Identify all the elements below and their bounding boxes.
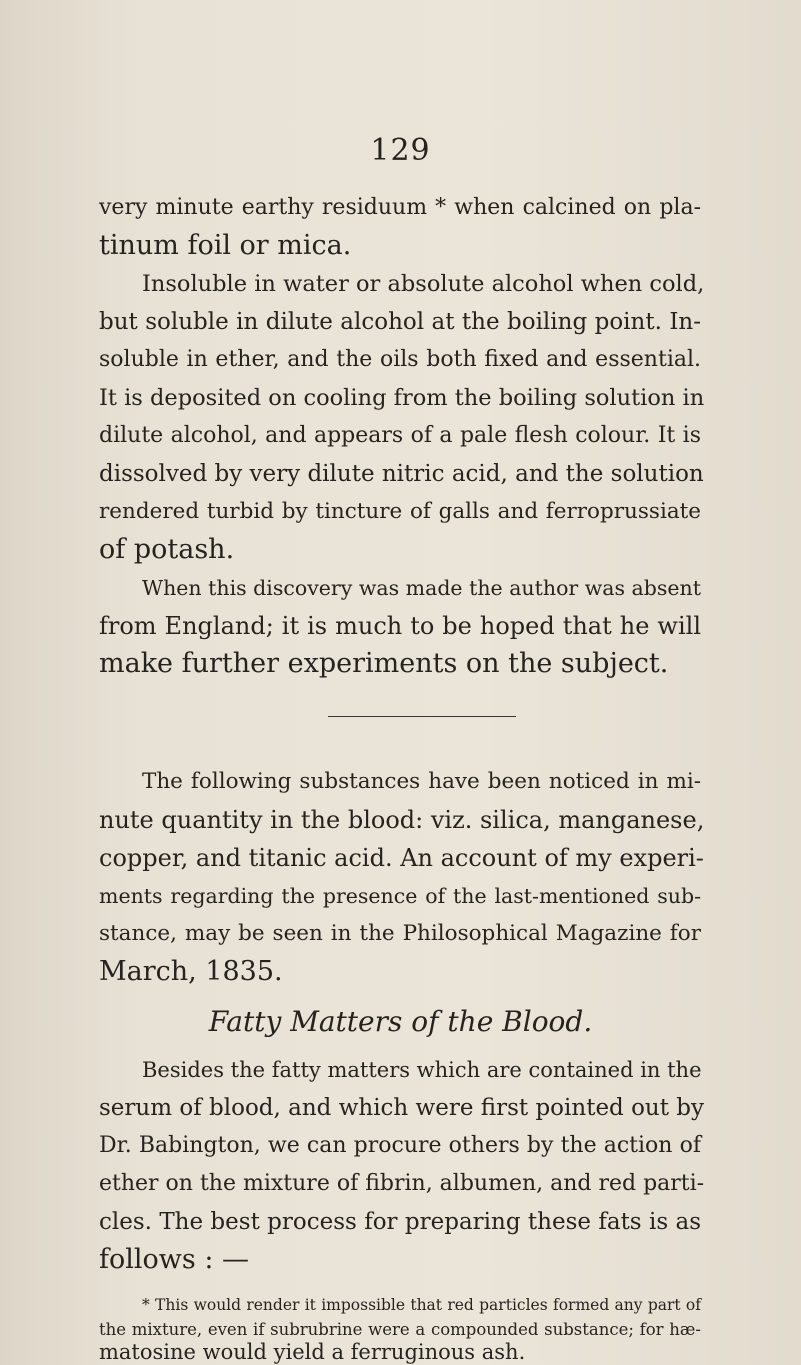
footnote-line: matosine would yield a ferruginous ash.: [99, 1340, 526, 1364]
body-line: nute quantity in the blood: viz. silica, manganese,: [99, 806, 705, 834]
body-line: Dr. Babington, we can procure others by the action of: [99, 1133, 701, 1158]
body-line: copper, and titanic acid. An account of my experi-: [99, 844, 704, 872]
body-line: Insoluble in water or absolute alcohol when cold,: [142, 271, 705, 297]
body-line: dilute alcohol, and appears of a pale flesh colour. It is: [99, 423, 701, 448]
body-line: make further experiments on the subject.: [99, 648, 669, 679]
body-line: dissolved by very dilute nitric acid, and the solution: [99, 461, 704, 487]
body-line: follows : —: [99, 1244, 250, 1275]
body-line: ether on the mixture of fibrin, albumen, and red parti-: [99, 1171, 705, 1196]
body-line: soluble in ether, and the oils both fixed and essential.: [99, 347, 701, 372]
body-line: stance, may be seen in the Philosophical Magazine for: [99, 921, 701, 946]
body-line: Besides the fatty matters which are contained in the: [142, 1058, 702, 1082]
body-line: tinum foil or mica.: [99, 230, 352, 261]
body-line: rendered turbid by tincture of galls and ferroprussiate: [99, 499, 701, 524]
body-line: from England; it is much to be hoped that he will: [99, 612, 701, 640]
footnote-line: the mixture, even if subrubrine were a compounded substance; for hæ-: [99, 1320, 701, 1339]
body-line: When this discovery was made the author was absent: [142, 576, 701, 600]
body-line: of potash.: [99, 534, 235, 565]
section-divider: [328, 716, 516, 717]
body-line: very minute earthy residuum * when calcined on pla-: [99, 195, 701, 220]
body-line: March, 1835.: [99, 956, 283, 987]
footnote-line: * This would render it impossible that red particles formed any part of: [142, 1296, 701, 1314]
body-line: cles. The best process for preparing these fats is as: [99, 1209, 701, 1235]
body-line: serum of blood, and which were first pointed out by: [99, 1095, 705, 1121]
page-number: 129: [370, 133, 431, 168]
body-line: The following substances have been noticed in mi-: [142, 769, 701, 794]
section-heading: Fatty Matters of the Blood.: [208, 1005, 593, 1038]
body-line: ments regarding the presence of the last-mentioned sub-: [99, 884, 701, 908]
body-line: It is deposited on cooling from the boiling solution in: [99, 385, 705, 411]
body-line: but soluble in dilute alcohol at the boiling point. In-: [99, 309, 701, 335]
